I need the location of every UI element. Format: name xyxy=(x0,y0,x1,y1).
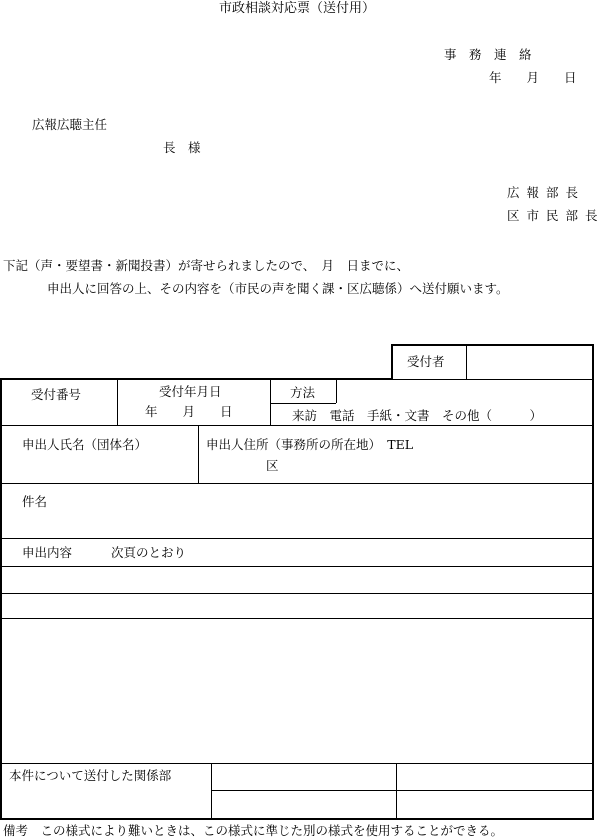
content-label: 申出内容 xyxy=(22,545,73,560)
page-title: 市政相談対応票（送付用） xyxy=(218,1,375,16)
footnote: 備考 この様式により難いときは、この様式に準じた別の様式を使用することができる。 xyxy=(3,823,504,838)
body-line-2: 申出人に回答の上、その内容を（市民の声を聞く課・区広聴係）へ送付願います。 xyxy=(47,281,509,296)
sender-2: 区市民部長 xyxy=(507,208,605,223)
content-value: 次頁のとおり xyxy=(111,545,187,560)
method-label: 方法 xyxy=(290,385,316,400)
date-line: 年 月 日 xyxy=(489,70,577,85)
sender-1: 広報部長 xyxy=(507,185,586,200)
forwarded-dept-label: 本件について送付した関係部 xyxy=(9,768,172,783)
ward-label: 区 xyxy=(266,458,279,473)
contact-label: 事 務 連 絡 xyxy=(444,47,532,62)
body-line-1: 下記（声・要望書・新聞投書）が寄せられましたので、 月 日までに、 xyxy=(3,258,410,273)
reception-date-label: 受付年月日 xyxy=(159,384,222,399)
applicant-name-label: 申出人氏名（団体名） xyxy=(22,437,148,452)
reception-number-label: 受付番号 xyxy=(31,387,82,402)
subject-label: 件名 xyxy=(22,494,48,509)
reception-date-value: 年 月 日 xyxy=(145,404,233,419)
recipient-line-2: 長 様 xyxy=(163,140,201,155)
applicant-address-label: 申出人住所（事務所の所在地） TEL xyxy=(206,437,414,452)
recipient-line-1: 広報広聴主任 xyxy=(32,117,108,132)
method-options: 来訪 電話 手紙・文書 その他（ ） xyxy=(292,408,543,423)
received-by-label: 受付者 xyxy=(407,354,445,369)
